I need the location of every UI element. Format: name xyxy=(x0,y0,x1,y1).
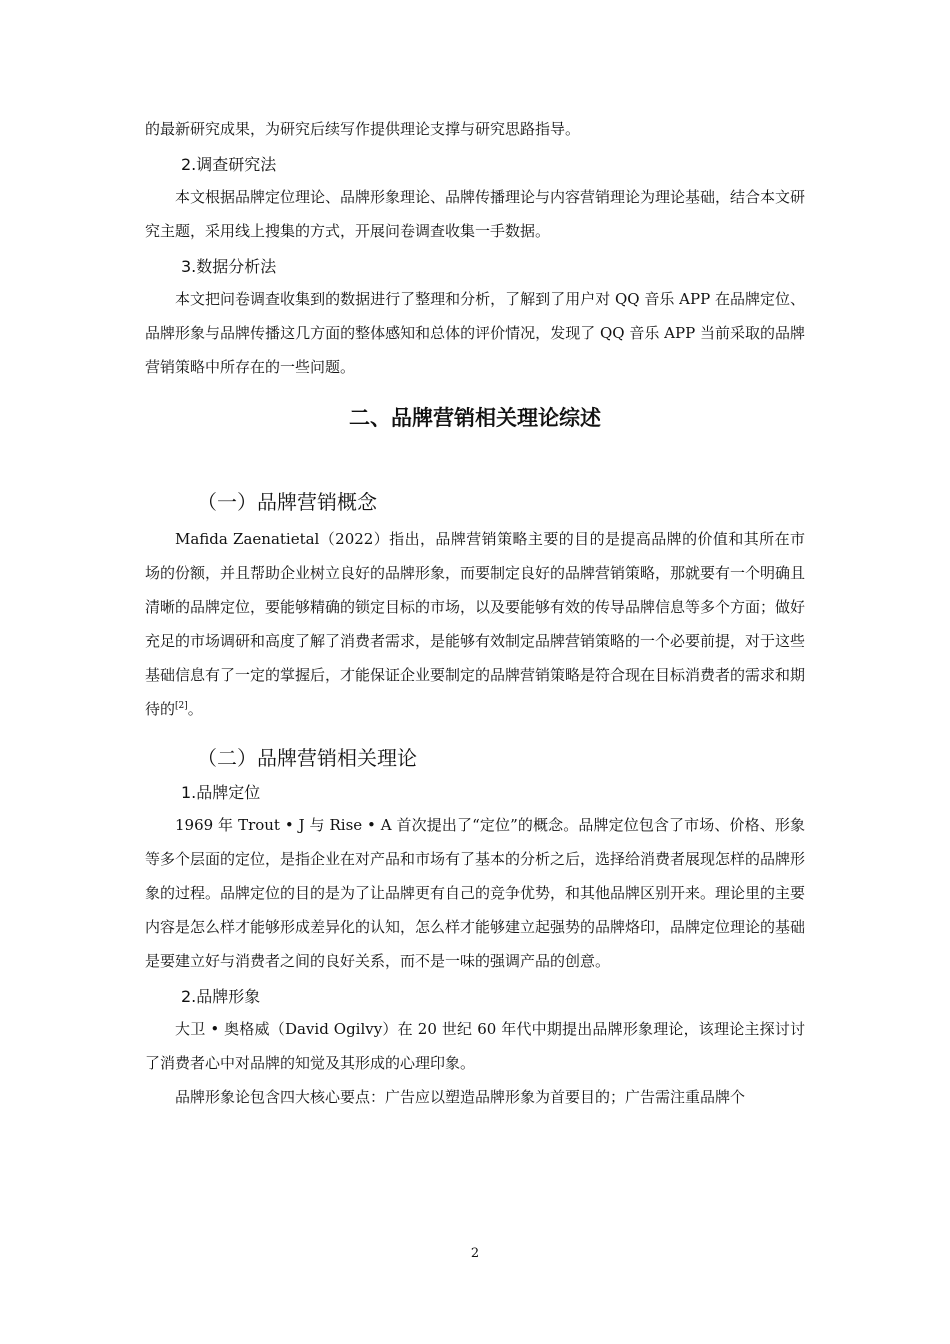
paragraph-continuation: 的最新研究成果，为研究后续写作提供理论支撑与研究思路指导。 xyxy=(145,120,581,138)
subheading-positioning: 1.品牌定位 xyxy=(181,783,261,802)
citation-ref: [2] xyxy=(175,701,188,711)
paragraph-data-analysis: 本文把问卷调查收集到的数据进行了整理和分析，了解到了用户对 QQ 音乐 APP 在品牌定位、品牌形象与品牌传播这几方面的整体感知和总体的评价情况，发现了 QQ 音乐 APP 当前采取的品牌营销策略中所存在的一些问题。 xyxy=(145,290,805,376)
page-number: 2 xyxy=(470,1246,480,1261)
paragraph-brand-image: 大卫 • 奥格威（David Ogilvy）在 20 世纪 60 年代中期提出品牌形象理论，该理论主探讨讨了消费者心中对品牌的知觉及其形成的心理印象。 xyxy=(145,1020,805,1072)
subheading-brand-image: 2.品牌形象 xyxy=(181,987,261,1006)
page-content xyxy=(145,112,805,1114)
paragraph-concept-end: 。 xyxy=(187,700,203,718)
paragraph-survey-method: 本文根据品牌定位理论、品牌形象理论、品牌传播理论与内容营销理论为理论基础，结合本文研究主题，采用线上搜集的方式，开展问卷调查收集一手数据。 xyxy=(145,188,806,240)
subheading-survey-method: 2.调查研究法 xyxy=(181,155,277,174)
paragraph-concept xyxy=(145,522,805,726)
section-title-concept: （一）品牌营销概念 xyxy=(197,490,377,514)
subheading-data-analysis: 3.数据分析法 xyxy=(181,257,277,276)
section-title-theories: （二）品牌营销相关理论 xyxy=(197,746,417,770)
chapter-title: 二、品牌营销相关理论综述 xyxy=(349,406,601,430)
paragraph-brand-image-2: 品牌形象论包含四大核心要点：广告应以塑造品牌形象为首要目的；广告需注重品牌个 xyxy=(175,1088,746,1106)
paragraph-concept-text: Mafida Zaenatietal（2022）指出，品牌营销策略主要的目的是提高品牌的价值和其所在市场的份额，并且帮助企业树立良好的品牌形象，而要制定良好的品牌营销策略，那就要有一个明确且清晰的品牌定位，要能够精确的锁定目标的市场，以及要能够有效的传导品牌信息等多个方面；做好充足的市场调研和高度了解了消费者需求，是能够有效制定品牌营销策略的一个必要前提，对于这些基础信息有了一定的掌握后，才能保证企业要制定的品牌营销策略是符合现在目标消费者的需求和期待的 xyxy=(145,530,806,718)
paragraph-positioning: 1969 年 Trout • J 与 Rise • A 首次提出了“定位”的概念。品牌定位包含了市场、价格、形象等多个层面的定位，是指企业在对产品和市场有了基本的分析之后，选择给消费者展现怎样的品牌形象的过程。品牌定位的目的是为了让品牌更有自己的竞争优势，和其他品牌区别开来。理论里的主要内容是怎么样才能够形成差异化的认知，怎么样才能够建立起强势的品牌烙印，品牌定位理论的基础是要建立好与消费者之间的良好关系，而不是一味的强调产品的创意。 xyxy=(145,816,806,970)
